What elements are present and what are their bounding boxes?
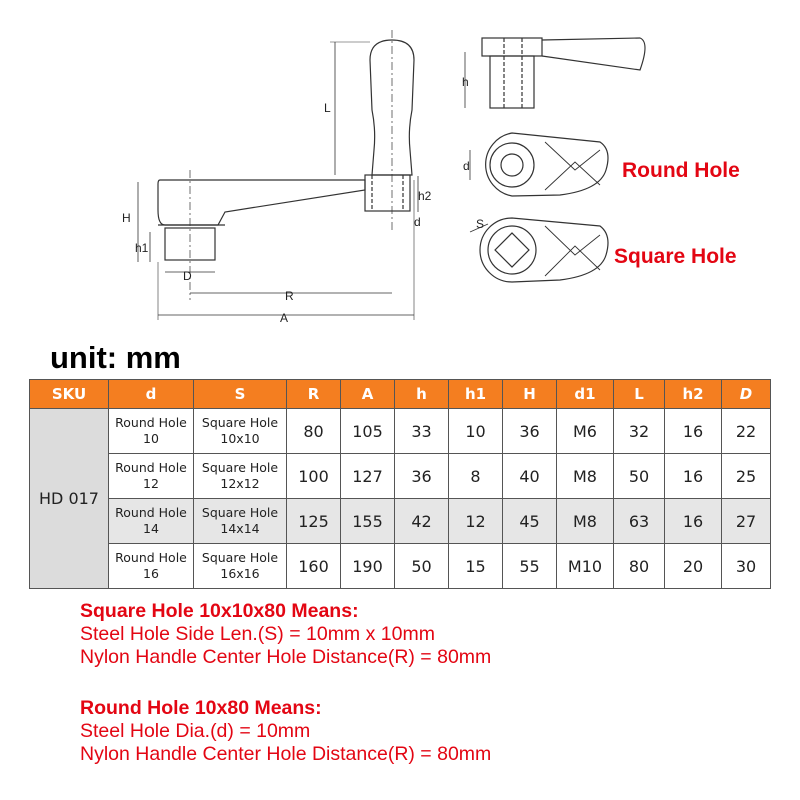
round-hole-note xyxy=(80,697,491,766)
cell-s: Square Hole 14x14 xyxy=(194,499,287,544)
square-note-title: Square Hole 10x10x80 Means: xyxy=(80,600,359,622)
cell-L: 32 xyxy=(614,409,665,454)
header-D: D xyxy=(722,380,771,409)
table-row xyxy=(30,454,771,499)
cell-a: 190 xyxy=(341,544,395,589)
cell-h2: 16 xyxy=(665,409,722,454)
cell-h1: 8 xyxy=(449,454,503,499)
table-row xyxy=(30,499,771,544)
dim-L: L xyxy=(324,101,331,115)
header-a: A xyxy=(341,380,395,409)
dim-H: H xyxy=(122,211,131,225)
table-row xyxy=(30,409,771,454)
header-h1: h1 xyxy=(449,380,503,409)
cell-d1: M10 xyxy=(557,544,614,589)
cell-h2: 20 xyxy=(665,544,722,589)
sku-cell: HD 017 xyxy=(30,409,109,589)
cell-r: 160 xyxy=(287,544,341,589)
unit-label: unit: mm xyxy=(50,340,181,375)
round-hole-label: Round Hole xyxy=(622,159,740,182)
cell-s: Square Hole 12x12 xyxy=(194,454,287,499)
dim-h: h xyxy=(462,75,469,89)
cell-H: 55 xyxy=(503,544,557,589)
dim-D: D xyxy=(183,269,192,283)
header-sku: SKU xyxy=(30,380,109,409)
dim-A: A xyxy=(280,311,289,325)
cell-H: 45 xyxy=(503,499,557,544)
dim-S: S xyxy=(476,217,485,231)
square-hole-label: Square Hole xyxy=(614,245,737,268)
cell-d1: M8 xyxy=(557,454,614,499)
cell-h1: 15 xyxy=(449,544,503,589)
dim-h1: h1 xyxy=(135,241,149,255)
cell-D: 25 xyxy=(722,454,771,499)
dim-d-round: d xyxy=(463,159,470,173)
header-d1: d1 xyxy=(557,380,614,409)
cell-L: 63 xyxy=(614,499,665,544)
cell-H: 36 xyxy=(503,409,557,454)
header-H: H xyxy=(503,380,557,409)
cell-h: 42 xyxy=(395,499,449,544)
dim-h2: h2 xyxy=(418,189,432,203)
round-note-line2: Nylon Handle Center Hole Distance(R) = 80mm xyxy=(80,743,492,765)
table-header-row xyxy=(30,380,771,409)
cell-d1: M6 xyxy=(557,409,614,454)
cell-d: Round Hole 12 xyxy=(109,454,194,499)
cell-L: 80 xyxy=(614,544,665,589)
header-h2: h2 xyxy=(665,380,722,409)
cell-d: Round Hole 16 xyxy=(109,544,194,589)
cell-s: Square Hole 16x16 xyxy=(194,544,287,589)
cell-r: 100 xyxy=(287,454,341,499)
cell-r: 80 xyxy=(287,409,341,454)
header-d: d xyxy=(109,380,194,409)
cell-h1: 10 xyxy=(449,409,503,454)
cell-h2: 16 xyxy=(665,454,722,499)
cell-d1: M8 xyxy=(557,499,614,544)
dim-d-side: d xyxy=(414,215,421,229)
cell-H: 40 xyxy=(503,454,557,499)
cell-D: 27 xyxy=(722,499,771,544)
round-note-line1: Steel Hole Dia.(d) = 10mm xyxy=(80,720,311,742)
cell-D: 22 xyxy=(722,409,771,454)
cell-d: Round Hole 10 xyxy=(109,409,194,454)
cell-L: 50 xyxy=(614,454,665,499)
cell-a: 127 xyxy=(341,454,395,499)
round-note-title: Round Hole 10x80 Means: xyxy=(80,697,322,719)
cell-d: Round Hole 14 xyxy=(109,499,194,544)
cell-h1: 12 xyxy=(449,499,503,544)
dim-R: R xyxy=(285,289,294,303)
header-r: R xyxy=(287,380,341,409)
cell-h2: 16 xyxy=(665,499,722,544)
square-note-line1: Steel Hole Side Len.(S) = 10mm x 10mm xyxy=(80,623,435,645)
header-L: L xyxy=(614,380,665,409)
cell-a: 105 xyxy=(341,409,395,454)
cell-s: Square Hole 10x10 xyxy=(194,409,287,454)
square-note-line2: Nylon Handle Center Hole Distance(R) = 80mm xyxy=(80,646,492,668)
cell-r: 125 xyxy=(287,499,341,544)
cell-h: 33 xyxy=(395,409,449,454)
cell-h: 50 xyxy=(395,544,449,589)
spec-table xyxy=(29,379,771,589)
cell-D: 30 xyxy=(722,544,771,589)
square-hole-note xyxy=(80,600,491,669)
cell-a: 155 xyxy=(341,499,395,544)
cell-h: 36 xyxy=(395,454,449,499)
header-h: h xyxy=(395,380,449,409)
table-row xyxy=(30,544,771,589)
header-s: S xyxy=(194,380,287,409)
